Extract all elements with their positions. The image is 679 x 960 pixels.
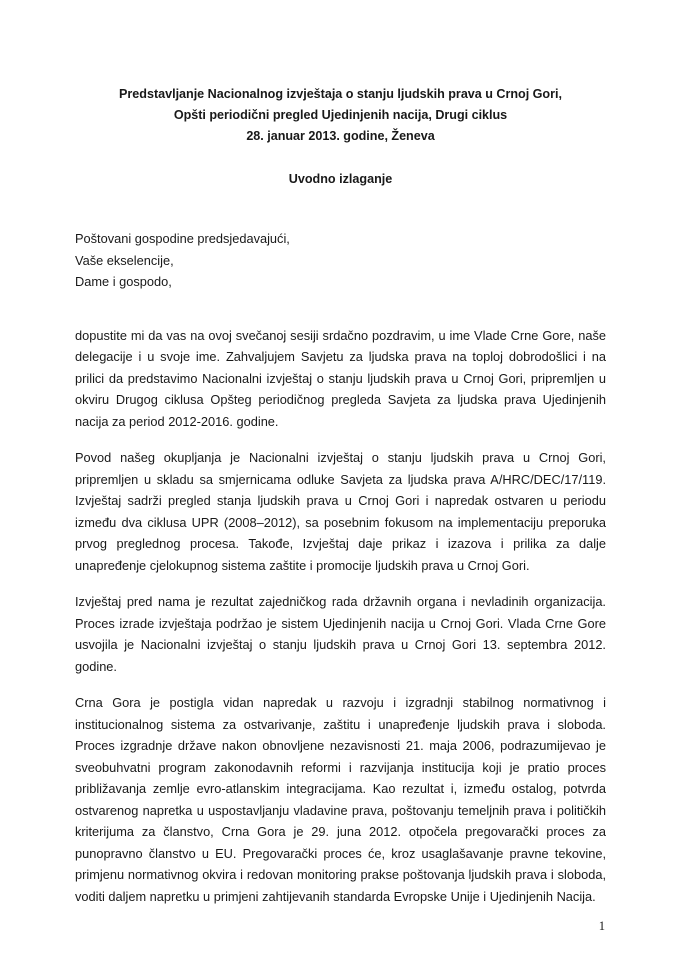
document-title-line-3: 28. januar 2013. godine, Ženeva — [246, 129, 435, 143]
document-title-line-2: Opšti periodični pregled Ujedinjenih nacija, Drugi ciklus — [173, 108, 508, 122]
document-content — [75, 84, 606, 907]
document-title-line-1: Predstavljanje Nacionalnog izvještaja o stanju ljudskih prava u Crnoj Gori, — [119, 87, 562, 101]
salutation-block — [75, 228, 606, 293]
document-title — [75, 84, 606, 147]
salutation-line-1: Poštovani gospodine predsjedavajući, — [75, 231, 290, 246]
paragraph-2: Povod našeg okupljanja je Nacionalni izvještaj o stanju ljudskih prava u Crnoj Gori, pripremljen u skladu sa smjernicama odluke Savjeta za ljudska prava A/HRC/DEC/17/119. Izvještaj sadrži pregled stanja ljudskih prava u Crnoj Gori i napredak ostvaren u periodu između dva ciklusa UPR (2008–2012), sa posebnim fokusom na implementaciju preporuka prvog preglednog procesa. Takođe, Izvještaj daje prikaz i izazova i prilika za dalje unapređenje cjelokupnog sistema zaštite i promocije ljudskih prava u Crnoj Gori. — [75, 450, 606, 573]
salutation-line-3: Dame i gospodo, — [75, 274, 172, 289]
document-body — [75, 325, 606, 908]
salutation-line-2: Vaše ekselencije, — [75, 252, 174, 268]
paragraph-4: Crna Gora je postigla vidan napredak u razvoju i izgradnji stabilnog normativnog i institucionalnog sistema za ostvarivanje, zaštitu i unapređenje ljudskih prava i sloboda. Proces izgradnje države nakon obnovljene nezavisnosti 21. maja 2006, podrazumijevao je sveobuhvatni program zakonodavnih reformi i razvijanja institucija koji je pratio proces približavanja zemlje evro-atlanskim integracijama. Kao rezultat i, između ostalog, potvrda ostvarenog napretka u uspostavljanju vladavine prava, poštovanju temeljnih prava i političkih kriterijuma za članstvo, Crna Gora je 29. juna 2012. otpočela pregovarački proces za punopravno članstvo u EU. Pregovarački proces će, kroz usaglašavanje pravne tekovine, primjenu normativnog okvira i redovan monitoring prakse poštovanja ljudskih prava i sloboda, voditi daljem napretku u primjeni zahtijevanih standarda Evropske Unije i Ujedinjenih Nacija. — [75, 695, 606, 904]
paragraph-1: dopustite mi da vas na ovoj svečanoj sesiji srdačno pozdravim, u ime Vlade Crne Gore, naše delegacije i u svoje ime. Zahvaljujem Savjetu za ljudska prava na toploj dobrodošlici i na prilici da predstavimo Nacionalni izvještaj o stanju ljudskih prava u Crnoj Gori, pripremljen u okviru Drugog ciklusa Opšteg periodičnog pregleda Savjeta za ljudska prava Ujedinjenih nacija za period 2012-2016. godine. — [75, 327, 606, 429]
page-number: 1 — [598, 919, 605, 934]
document-subtitle: Uvodno izlaganje — [288, 172, 393, 186]
paragraph-3: Izvještaj pred nama je rezultat zajedničkog rada državnih organa i nevladinih organizacija. Proces izrade izvještaja podržao je sistem Ujedinjenih nacija u Crnoj Gori. Vlada Crne Gore usvojila je Nacionalni izvještaj o stanju ljudskih prava u Crnoj Gori 13. septembra 2012. godine. — [75, 594, 606, 674]
